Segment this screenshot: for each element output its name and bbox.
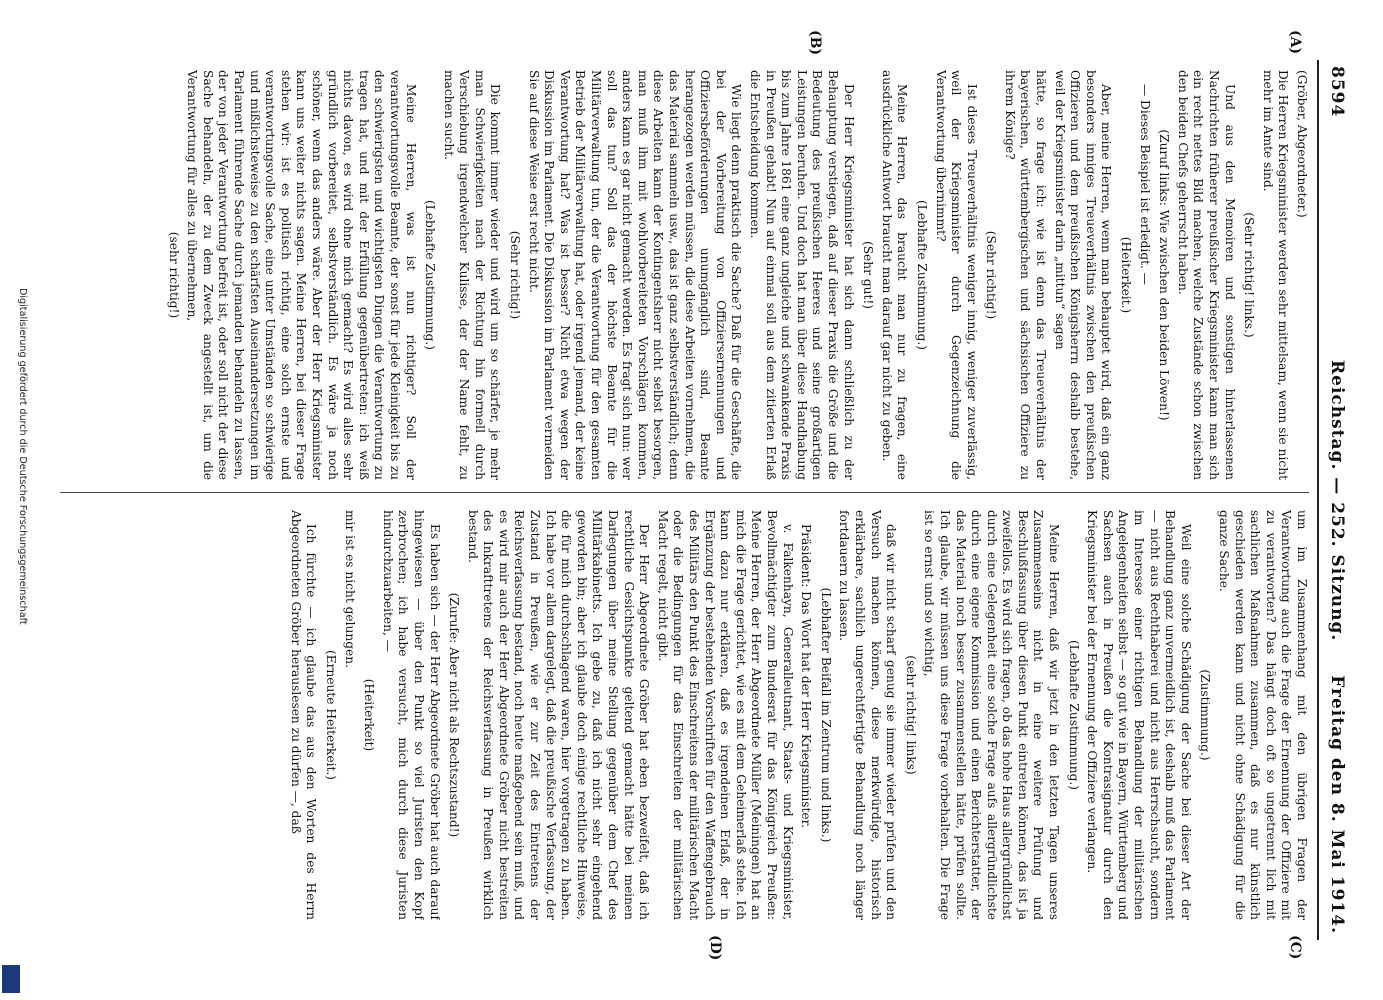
paragraph: Es haben sich — der Herr Abgeordnete Gröber hat auch darauf hingewiesen — über den Punkt so viel Juristen den Kopf zerbrochen; ich habe versucht, mich durch diese Juristen hindurchzuarbeiten, — [380,510,442,920]
paragraph: hätte, so frage ich: wie ist denn das Treueverhältnis der bayerischen, württembergischen und sächsischen Offiziere zu ihrem Könige? [1002,70,1049,480]
marker-a: (A) [1287,30,1303,55]
paragraph: mir ist es nicht gelungen. [342,510,357,668]
interjection: (Zurufe: Aber nicht als Rechtszustand!) [447,592,462,838]
paragraph: v. Falkenhayn, Generalleutnant, Staats- und Kriegsminister, Bevollmächtigter zum Bundesrat für das Königreich Preußen: Meine Herren, der Herr Abgeordnete Müller (Meiningen) hat an mich die Frage gerichtet, wie es mit dem Geheimerlaß stehe. Ich kann dazu nur erklären, daß es irgendeinen Erlaß, der in Ergänzung der bestehenden Vorschriften für den Waffengebrauch des Militärs den Punkt des Einschreitens der militärischen Macht oder die Bedingungen für das Einschreiten der militärischen Macht regelt, nicht gibt. [655,510,795,920]
page-header [1317,60,1349,940]
paragraph: Und aus den Memoiren und sonstigen hinterlassenen Nachrichten früherer preußischer Kriegsminister kann man sich ein recht nettes Bild machen, welche Zustände schon zwischen den beiden Chefs geherrscht haben. [1175,70,1237,480]
paragraph: Meine Herren, daß wir jetzt in den letzten Tagen unseres Zusammenseins nicht in eine weitere Prüfung und Beschlußfassung über diesen Punkt eintreten können, das ist ja zweifellos. Es wird sich fragen, ob das hohe Haus allergründlichst durch eine Gelegenheit eine solche Frage aufs allergründlichste durch eine eigene Kommission und einen Berichterstatter, der das Material noch besser zusammenstellen hätte, prüfen sollte. Ich glaube, wir müssen uns diese Frage vorbehalten. Die Frage ist so ernst und so wichtig, [922,510,1062,920]
dfg-logo-icon [2,965,20,993]
paragraph: Wie liegt denn praktisch die Sache? Daß für die Geschäfte, die bei der Vorbereitung von Offiziersernennungen und Offiziersbeförderungen unumgänglich sind, Beamte herangezogen werden müssen, die diese Arbeiten vornehmen, die das Material sammeln usw., das ist ganz selbstverständlich; denn diese Arbeiten kann der Kontingentsherr nicht selbst besorgen, man muß ihm mit wohlvorbereiteten Vorschlägen kommen, anders kann es gar nicht gemacht werden. Es fragt sich nun: wer soll das tun? Soll das der höchste Beamte für die Militärverwaltung tun, der die Verantwortung für den gesamten Betrieb der Militärverwaltung hat, oder irgend jemand, der keine Verantwortung hat? Was ist besser? Nicht etwa wegen der Diskussion im Parlament. Die Diskussion im Parlament vermeiden Sie auf diese Weise erst recht nicht. [526,70,744,480]
interjection: (Zuruf links: Wie zwischen den beiden Löwen!) [1157,129,1172,421]
paragraph: Präsident: Das Wort hat der Herr Kriegsminister. [799,524,814,828]
marker-d: (D) [707,935,723,961]
column-divider [60,492,1309,493]
paragraph: Der Herr Kriegsminister hat sich dann schließlich zu der Behauptung verstiegen, daß auf dieser Praxis die Größe und die Bedeutung des preußischen Heeres und seine großartigen Leistungen beruhen. Und doch hat man über diese Handhabung bis zum Jahre 1861 eine ganz ungleiche und schwankende Praxis in Preußen gehabt! Nun auf einmal soll aus dem zitierten Erlaß die Entscheidung kommen. [748,70,856,480]
interjection: (Lebhafte Zustimmung.) [423,199,438,351]
interjection: (Erneute Heiterkeit.) [323,649,338,781]
paragraph: Meine Herren, das braucht man nur zu fragen, eine ausdrückliche Antwort braucht man darauf gar nicht zu geben. [879,70,910,480]
marker-c: (C) [1287,935,1303,960]
interjection: (Zustimmung.) [1198,669,1213,761]
marker-b: (B) [807,30,823,56]
paragraph: daß wir nicht scharf genug sie immer wieder prüfen und den Versuch machen können, diese merkwürdige, historisch erklärbare, sachlich ungerechtfertigte Behandlung noch länger fortdauern zu lassen. [837,510,899,920]
paragraph: Ist dieses Treueverhältnis weniger innig, weniger zuverlässig, weil der Kriegsminister durch Gegenzeichnung die Verantwortung übernimmt? [933,70,979,480]
paragraph: Meine Herren, was ist nun richtiger? Soll der verantwortungsvolle Beamte, der sonst für jede Kleinigkeit bis zu den schwierigsten und wichtigsten Dingen die Verantwortung zu tragen hat, und mit der Erfüllung gegenübertreten: ich weiß nichts davon, es wird ohne mich gemacht? Es wird alles sehr gründlich vorbereitet, selbstverständlich. Es wäre ja noch schöner, wenn das anders wäre. Aber der Herr Kriegsminister kann uns weiter nichts sagen. Meine Herren, bei dieser Frage stehen wir: ist es politisch richtig, eine solch ernste und verantwortungsvolle Sache, eine unter Umständen so schwierige und mißlichsteweise zu den schärfsten Auseinandersetzungen im Parlament führende Sache durch jemanden behandeln zu lassen, der von jeder Verantwortung befreit ist, oder soll nicht der diese Sache behandeln, der zu dem Zweck angestellt ist, um die Verantwortung für alles zu übernehmen, [185,70,418,480]
interjection: (Lebhafter Beifall im Zentrum und links.) [818,587,833,843]
interjection: (Sehr richtig!) [508,230,523,320]
paragraph: Die kommt immer wieder und wird um so schärfer, je mehr man Schwierigkeiten nach der Richtung hin formell durch Verschiebung irgendwelcher Kulisse, der der Name fehlt, zu machen sucht. [441,70,503,480]
left-text-column [60,70,1309,480]
paragraph: Aber, meine Herren, wenn man behauptet wird, daß ein ganz besonders inniges Treueverhältnis zwischen den preußischen Offizieren und dem preußischen Königsherrn deshalb bestehe, weil der Kriegsminister darin „mittun“ sagen [1052,70,1114,480]
paragraph: Der Herr Abgeordnete Gröber hat eben bezweifelt, daß ich rechtliche Gesichtspunkte geltend gemacht hätte bei meinen Darlegungen über meine Stellung gegenüber dem Chef des Militärkabinetts. Ich gebe zu, daß ich nicht sehr eingehend geworden bin; aber ich glaube doch einige rechtliche Hinweise, die für mich durchschlagend waren, hier vorgetragen zu haben. Ich habe vor allem dargelegt, daß die preußische Verfassung, der Zustand in Preußen, wie er zur Zeit des Eintretens der Reichsverfassung bestand, noch heute maßgebend sein muß, und es wird mir auch der Herr Abgeordnete Gröber nicht bestreiten des Inkrafttretens der Reichsverfassung in Preußen wirklich bestand. [465,510,652,920]
paragraph: Weil eine solche Schädigung der Sache bei dieser Art der Behandlung ganz unvermeidlich ist, deshalb muß das Parlament — nicht aus Rechthaberei und nicht aus Herrschsucht, sondern im Interesse einer richtigen Behandlung der militärischen Angelegenheiten selbst — so gut wie in Bayern, Württemberg und Sachsen auch in Preußen die Kontrasignatur durch den Kriegsminister bei der Ernennung der Offiziere verlangen. [1085,510,1193,920]
interjection: (sehr richtig! links) [903,655,918,775]
interjection: (sehr richtig!) [166,231,181,319]
session-date: Freitag den 8. Mai 1914. [1327,675,1347,934]
right-text-column [60,510,1309,920]
interjection: (Sehr richtig! links.) [1242,212,1257,338]
interjection: (Heiterkeit.) [1119,236,1134,314]
paragraph: um im Zusammenhang mit den übrigen Fragen der Verantwortung auch die Frage der Ernennung der Offiziere mit zu verantworten? Das hängt doch oft so ungetrennt lich mit sachlichen Maßnahmen zusammen, daß es nur künstlich geschieden werden kann und nicht ohne Schädigung für die ganze Sache. [1217,510,1309,920]
funding-note: Digitalisierung gefördert durch die Deutsche Forschungsgemeinschaft [17,288,28,625]
interjection: (Lebhafte Zustimmung.) [1066,639,1081,791]
interjection: (Sehr richtig!) [984,230,999,320]
interjection: (Heiterkeit) [362,678,377,752]
paragraph: Ich fürchte — ich glaube das aus den Worten des Herrn Abgeordneten Gröber herauslesen zu dürfen —, daß [288,510,319,920]
session-title: Reichstag. — 252. Sitzung. [1327,360,1347,642]
interjection: (Sehr gut!) [861,240,876,310]
paragraph: Die Herren Kriegsminister werden sehr mittelsam, wenn sie nicht mehr im Amte sind. [1260,70,1291,480]
interjection: (Lebhafte Zustimmung.) [914,199,929,351]
paragraph: — Dieses Beispiel ist erledigt. — [1137,84,1152,285]
paragraph: (Gröber, Abgeordneter.) [1295,70,1309,218]
page-number: 8594 [1327,66,1347,118]
